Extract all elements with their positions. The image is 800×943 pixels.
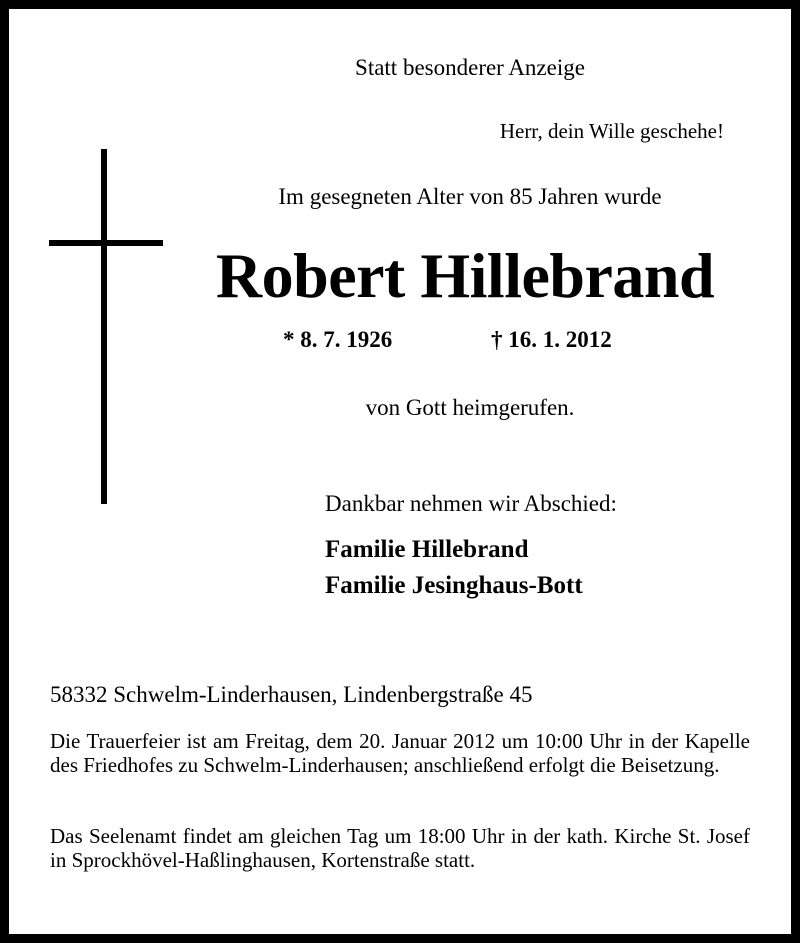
called-line: von Gott heimgerufen.	[365, 395, 575, 420]
mass-paragraph: Das Seelenamt findet am gleichen Tag um 18:00 Uhr in der kath. Kirche St. Josef in Sprockhövel-Haßlinghausen, Kortenstraße statt.	[50, 824, 750, 872]
age-line: Im gesegneten Alter von 85 Jahren wurde	[278, 184, 662, 209]
farewell-line: Dankbar nehmen wir Abschied:	[325, 491, 617, 516]
death-date: † 16. 1. 2012	[491, 327, 612, 352]
family-name: Familie Hillebrand	[325, 536, 529, 563]
family-name: Familie Jesinghaus-Bott	[325, 572, 583, 599]
notice-quote: Herr, dein Wille geschehe!	[499, 119, 724, 143]
funeral-paragraph: Die Trauerfeier ist am Freitag, dem 20. Januar 2012 um 10:00 Uhr in der Kapelle des Friedhofes zu Schwelm-Linderhausen; anschließend erfolgt die Beisetzung.	[50, 729, 750, 777]
notice-header: Statt besonderer Anzeige	[355, 55, 585, 80]
birth-date: * 8. 7. 1926	[283, 327, 393, 352]
deceased-name: Robert Hillebrand	[215, 240, 715, 311]
address-line: 58332 Schwelm-Linderhausen, Lindenbergstraße 45	[50, 682, 533, 707]
